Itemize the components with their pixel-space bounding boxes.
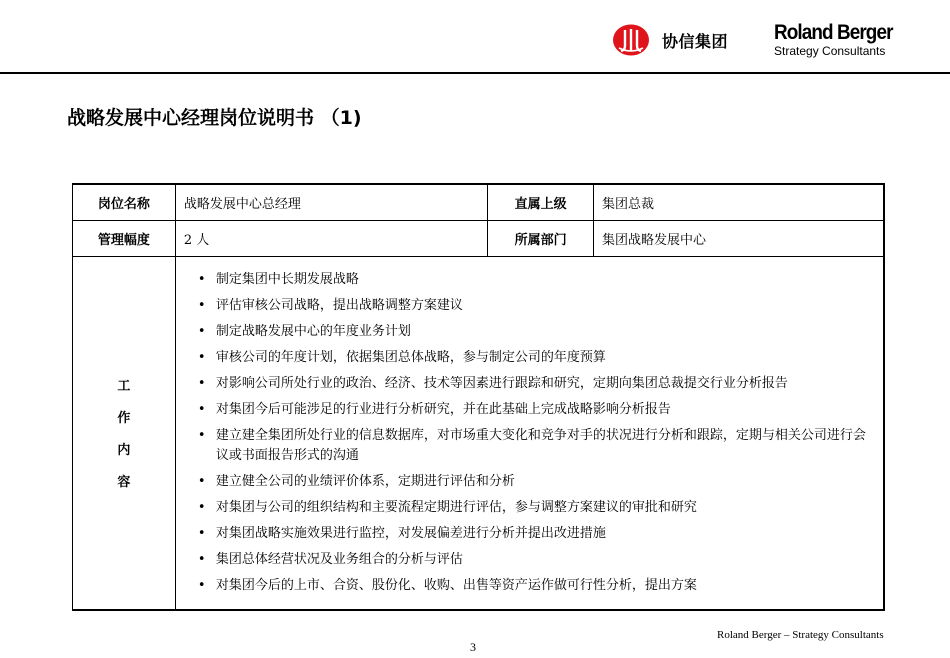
list-item: • 建立健全公司的业绩评价体系，定期进行评估和分析 [196, 472, 875, 492]
consultant-name: Roland Berger [774, 21, 893, 44]
list-item: • 对集团与公司的组织结构和主要流程定期进行评估，参与调整方案建议的审批和研究 [196, 498, 875, 518]
header-divider [0, 72, 950, 74]
job-description-table [72, 183, 885, 611]
list-item: • 制定战略发展中心的年度业务计划 [196, 322, 875, 342]
consultant-subtitle: Strategy Consultants [774, 44, 886, 58]
position-name-value: 战略发展中心总经理 [175, 184, 487, 221]
list-item: • 对集团战略实施效果进行监控，对发展偏差进行分析并提出改进措施 [196, 524, 875, 544]
company-name: 协信集团 [662, 31, 729, 51]
list-item: • 制定集团中长期发展战略 [196, 270, 875, 290]
list-item: • 集团总体经营状况及业务组合的分析与评估 [196, 550, 875, 570]
position-name-label: 岗位名称 [73, 184, 176, 221]
supervisor-value: 集团总裁 [594, 184, 884, 221]
management-span-label: 管理幅度 [73, 221, 176, 257]
table-row [73, 257, 885, 611]
page-title: 战略发展中心经理岗位说明书 （1) [67, 107, 362, 129]
list-item: • 对影响公司所处行业的政治、经济、技术等因素进行跟踪和研究，定期向集团总裁提交行业分析报告 [196, 374, 875, 394]
work-content-char: 作 [117, 411, 131, 426]
list-item: • 审核公司的年度计划，依据集团总体战略，参与制定公司的年度预算 [196, 348, 875, 368]
page-number: 3 [470, 640, 476, 654]
company-emblem-icon [612, 24, 650, 56]
work-content-char: 容 [117, 475, 131, 490]
management-span-value: 2 人 [175, 221, 487, 257]
list-item: • 建立建全集团所处行业的信息数据库，对市场重大变化和竞争对手的状况进行分析和跟踪，定期与相关公司进行会议或书面报告形式的沟通 [196, 426, 875, 466]
work-content-label [73, 257, 176, 611]
table-row [73, 221, 885, 257]
company-logo [612, 24, 728, 56]
list-item: • 对集团今后的上市、合资、股份化、收购、出售等资产运作做可行性分析，提出方案 [196, 576, 875, 596]
work-content-char: 内 [117, 443, 131, 458]
table-row [73, 184, 885, 221]
list-item: • 评估审核公司战略，提出战略调整方案建议 [196, 296, 875, 316]
list-item: • 对集团今后可能涉足的行业进行分析研究，并在此基础上完成战略影响分析报告 [196, 400, 875, 420]
department-value: 集团战略发展中心 [594, 221, 884, 257]
consultant-logo [774, 22, 906, 57]
supervisor-label: 直属上级 [488, 184, 594, 221]
department-label: 所属部门 [488, 221, 594, 257]
duty-list [184, 270, 875, 596]
duties-cell [175, 257, 884, 611]
footer-text: Roland Berger – Strategy Consultants [717, 629, 884, 641]
work-content-char: 工 [117, 379, 131, 394]
